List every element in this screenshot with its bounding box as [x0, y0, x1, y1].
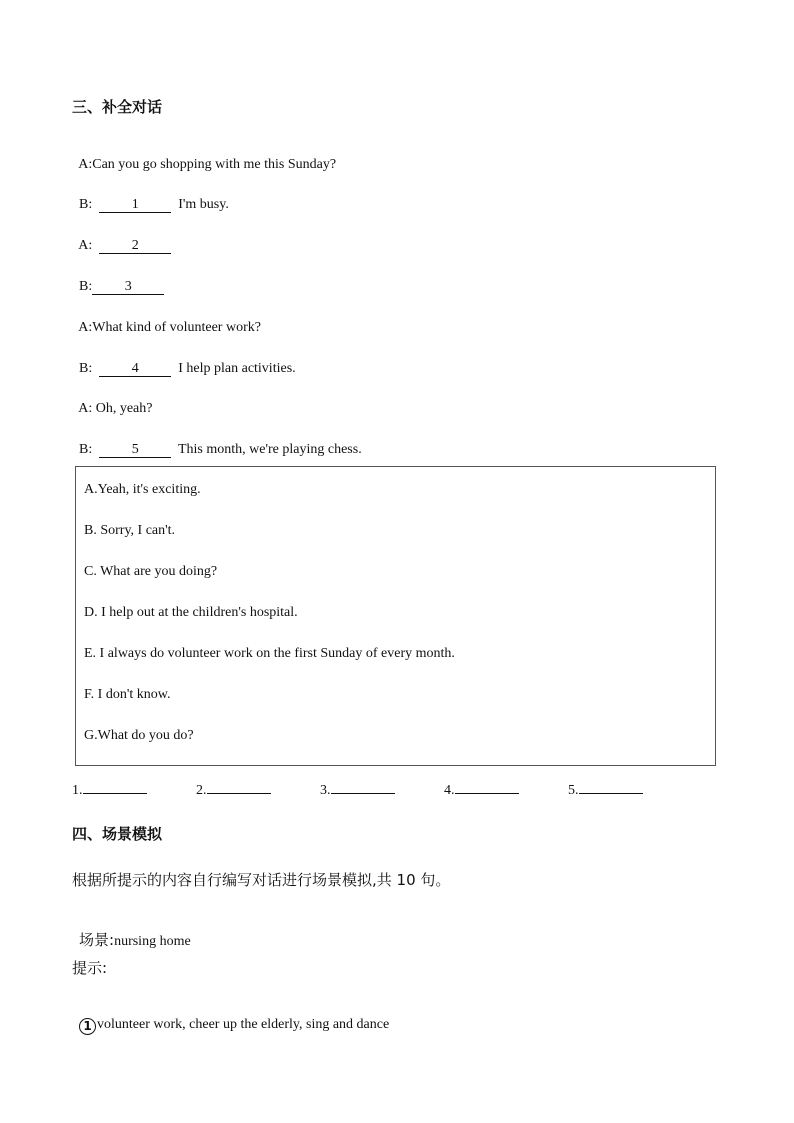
dialogue-line-1: [72, 141, 336, 173]
dialogue-line-2: [72, 181, 229, 213]
answer-line-3[interactable]: [331, 793, 395, 794]
answer-label: 3.: [320, 783, 331, 798]
answer-line-1[interactable]: [83, 793, 147, 794]
dialogue-text: Oh, yeah?: [95, 401, 153, 416]
option-g: G.What do you do?: [84, 728, 194, 743]
speaker: A:: [78, 238, 93, 253]
speaker: B:: [79, 197, 93, 212]
option-c: C. What are you doing?: [84, 564, 218, 579]
dialogue-text: I help plan activities.: [178, 361, 296, 376]
section-4-instruction: 根据所提示的内容自行编写对话进行场景模拟,共 10 句。: [72, 871, 451, 889]
speaker: A:: [78, 401, 93, 416]
speaker: A:: [78, 157, 93, 172]
dialogue-line-3: [72, 222, 171, 254]
speaker: B:: [79, 442, 93, 457]
answer-blank-5[interactable]: 5: [99, 442, 171, 458]
hint-text: volunteer work, cheer up the elderly, sing and dance: [97, 1017, 390, 1032]
speaker: A:: [78, 320, 93, 335]
answer-line-4[interactable]: [455, 793, 519, 794]
circled-number: 1: [79, 1018, 96, 1035]
option-d: D. I help out at the children's hospital.: [84, 605, 298, 620]
section-4-title: 四、场景模拟: [72, 825, 163, 843]
section-3-title: 三、补全对话: [72, 98, 163, 116]
speaker: B:: [79, 361, 93, 376]
speaker: B:: [79, 279, 93, 294]
dialogue-text: This month, we're playing chess.: [177, 442, 362, 457]
answer-slot-2: [196, 783, 271, 799]
dialogue-line-5: [72, 304, 261, 336]
answer-slot-4: [444, 783, 519, 799]
dialogue-line-6: [72, 345, 296, 377]
answer-label: 1.: [72, 783, 83, 798]
dialogue-line-8: [72, 426, 362, 458]
answer-line-5[interactable]: [579, 793, 643, 794]
hint-label: 提示:: [72, 959, 108, 977]
dialogue-line-7: [72, 385, 153, 417]
answer-blank-4[interactable]: 4: [99, 361, 171, 377]
option-b: B. Sorry, I can't.: [84, 523, 176, 538]
hint-item-1: [72, 1001, 389, 1035]
answer-label: 4.: [444, 783, 455, 798]
answer-blank-2[interactable]: 2: [99, 238, 171, 254]
answer-slot-5: [568, 783, 643, 799]
answer-blank-3[interactable]: 3: [92, 279, 164, 295]
options-box: [75, 466, 716, 766]
dialogue-text: I'm busy.: [178, 197, 229, 212]
dialogue-line-4: [72, 263, 164, 295]
option-a: A.Yeah, it's exciting.: [84, 482, 201, 497]
answer-slot-3: [320, 783, 395, 799]
option-e: E. I always do volunteer work on the first Sunday of every month.: [84, 646, 455, 661]
answer-label: 5.: [568, 783, 579, 798]
answer-line-2[interactable]: [207, 793, 271, 794]
answer-label: 2.: [196, 783, 207, 798]
scene-line: [72, 913, 191, 950]
scene-value: nursing home: [114, 934, 191, 949]
scene-label: 场景:: [79, 931, 115, 949]
option-f: F. I don't know.: [84, 687, 171, 702]
dialogue-text: Can you go shopping with me this Sunday?: [92, 157, 337, 172]
answer-slot-1: [72, 783, 147, 799]
dialogue-text: What kind of volunteer work?: [92, 320, 261, 335]
answer-blank-1[interactable]: 1: [99, 197, 171, 213]
